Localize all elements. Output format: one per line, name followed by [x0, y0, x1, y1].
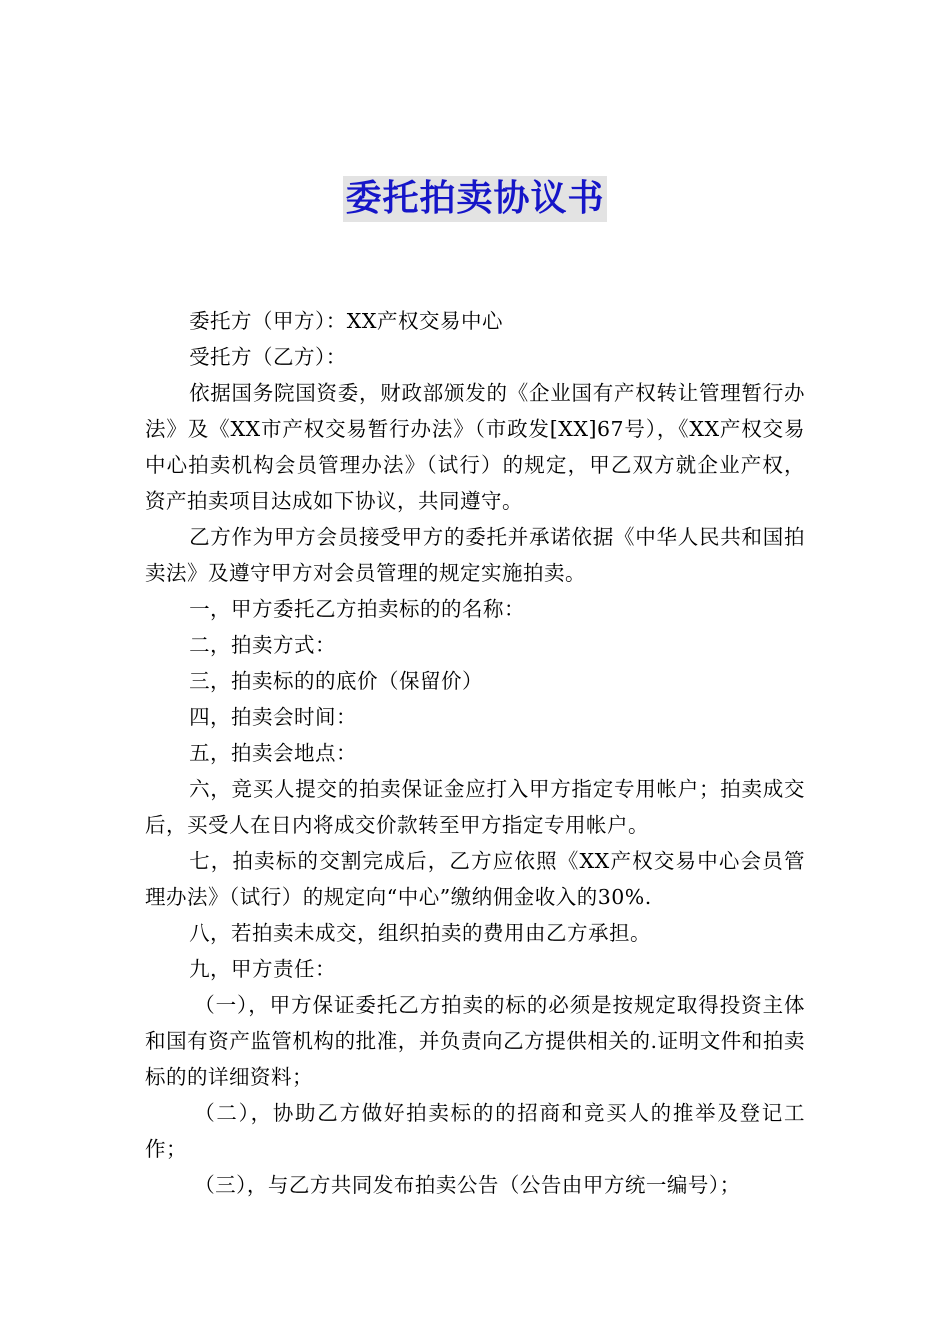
- subclause-9-3: （三），与乙方共同发布拍卖公告（公告由甲方统一编号）；: [194, 1173, 741, 1197]
- clause-2: 二，拍卖方式：: [189, 633, 337, 657]
- title-container: [0, 176, 950, 222]
- paragraph-acceptance: 乙方作为甲方会员接受甲方的委托并承诺依据《中华人民共和国拍卖法》及遵守甲方对会员管理的规定实施拍卖。: [145, 525, 805, 585]
- clause-4: 四，拍卖会时间：: [189, 705, 358, 729]
- clause-9: 九，甲方责任：: [189, 957, 337, 981]
- clause-1: 一，甲方委托乙方拍卖标的的名称：: [189, 597, 526, 621]
- subclause-9-1: （一），甲方保证委托乙方拍卖的标的必须是按规定取得投资主体和国有资产监管机构的批准，并负责向乙方提供相关的.证明文件和拍卖标的的详细资料；: [145, 993, 805, 1089]
- paragraph-principal: 委托方（甲方）：XX产权交易中心: [189, 309, 504, 333]
- clause-8: 八，若拍卖未成交，组织拍卖的费用由乙方承担。: [189, 921, 652, 945]
- clause-3: 三，拍卖标的的底价（保留价）: [189, 669, 484, 693]
- paragraph-agent: 受托方（乙方）：: [189, 345, 347, 369]
- subclause-9-2: （二），协助乙方做好拍卖标的的招商和竞买人的推举及登记工作；: [145, 1101, 805, 1161]
- paragraph-basis: 依据国务院国资委，财政部颁发的《企业国有产权转让管理暂行办法》及《XX市产权交易暂行办法》（市政发[XX]67号），《XX产权交易中心拍卖机构会员管理办法》（试行）的规定，甲乙双方就企业产权，资产拍卖项目达成如下协议，共同遵守。: [145, 381, 805, 513]
- clause-6: 六，竞买人提交的拍卖保证金应打入甲方指定专用帐户；拍卖成交后，买受人在日内将成交价款转至甲方指定专用帐户。: [145, 777, 805, 837]
- clause-5: 五，拍卖会地点：: [189, 741, 358, 765]
- document-title: 委托拍卖协议书: [343, 176, 606, 222]
- document-body: [145, 303, 805, 1203]
- clause-7: 七，拍卖标的交割完成后，乙方应依照《XX产权交易中心会员管理办法》（试行）的规定向“中心”缴纳佣金收入的30%.: [145, 849, 805, 909]
